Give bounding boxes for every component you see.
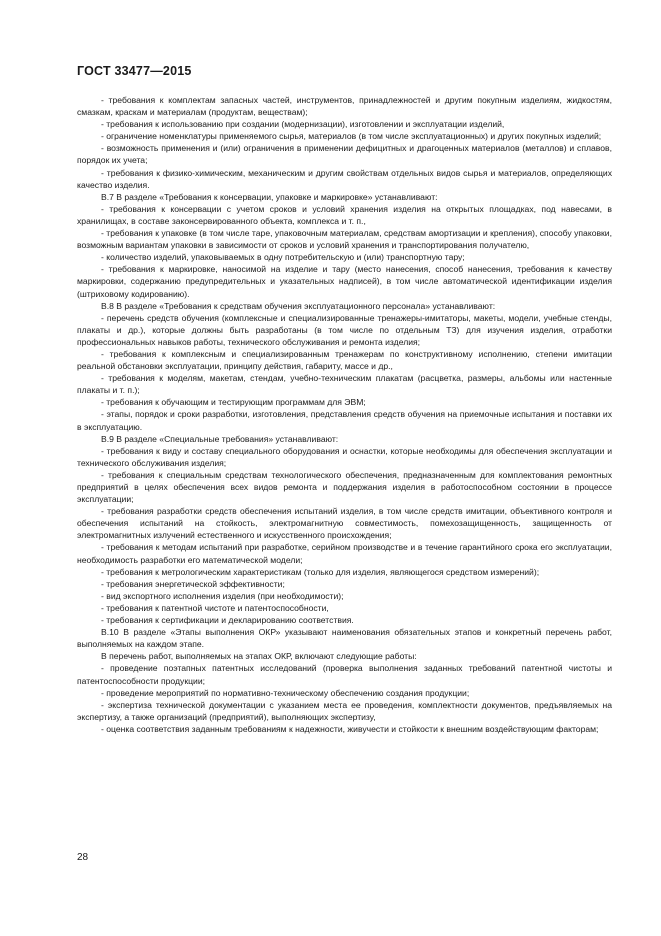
paragraph: - требования к использованию при создании (модернизации), изготовлении и эксплуатации изделий, (101, 119, 505, 130)
paragraph: - проведение мероприятий по нормативно-техническому обеспечению создания продукции; (101, 687, 470, 698)
paragraph: - требования к упаковке (в том числе таре, упаковочным материалам, средствам амортизации и крепления), способу упаковки, возможным вариантам упаковки в зависимости от сроков и условий хранения и транспортирования получателю, (77, 228, 612, 251)
paragraph: - экспертиза технической документации с указанием места ее проведения, комплектности документов, предъявляемых на экспертизу, а также организаций (предприятий), выполняющих экспертизу, (77, 699, 612, 722)
paragraph: - требования к патентной чистоте и патентоспособности, (101, 602, 329, 613)
paragraph: - требования к методам испытаний при разработке, серийном производстве и в течение гарантийного срока его эксплуатации, необходимость разработки его математической модели; (77, 542, 612, 565)
paragraph: - требования энергетической эффективности; (101, 578, 285, 589)
paragraph: - требования к комплектам запасных частей, инструментов, принадлежностей и другим покупным изделиям, жидкостям, смазкам, краскам и материалам (продуктам, веществам); (77, 95, 612, 118)
paragraph: - требования к комплексным и специализированным тренажерам по конструктивному исполнению, степени имитации реальной обстановки эксплуатации, принципу действия, габариту, массе и др., (77, 348, 612, 372)
paragraph: - возможность применения и (или) ограничения в применении дефицитных и драгоценных материалов (металлов) и сплавов, порядок их учета; (77, 143, 612, 166)
paragraph: - проведение поэтапных патентных исследований (проверка выполнения заданных требований патентной чистоты и патентоспособности продукции; (77, 663, 612, 686)
paragraph: - требования разработки средств обеспечения испытаний изделия, в том числе средств имитации, объективного контроля и обеспечения испытаний на стойкость, электромагнитную совместимость, помехозащищенность, защищенность от электромагнитных излучений естественного и искусственного происхождения; (77, 506, 612, 541)
paragraph: - требования к физико-химическим, механическим и другим свойствам отдельных видов сырья и материалов, определяющих качество изделия. (77, 167, 612, 190)
document-body (77, 94, 612, 735)
paragraph: - требования к обучающим и тестирующим программам для ЭВМ; (101, 397, 366, 408)
paragraph: - требования к специальным средствам технологического обеспечения, предназначенным для комплектования ремонтных предприятий в целях обеспечения всех видов ремонта и поддержания изделия в работоспособном состоянии в процессе эксплуатации; (77, 469, 612, 505)
page-number: 28 (77, 852, 89, 863)
section-heading-b7: В.7 В разделе «Требования к консервации, упаковке и маркировке» устанавливают: (101, 191, 438, 202)
paragraph: В перечень работ, выполняемых на этапах ОКР, включают следующие работы: (101, 651, 417, 662)
document-header: ГОСТ 33477—2015 (77, 64, 192, 78)
paragraph: - оценка соответствия заданным требованиям к надежности, живучести и стойкости к внешним воздействующим факторам; (101, 723, 599, 734)
paragraph: - перечень средств обучения (комплексные и специализированные тренажеры-имитаторы, макеты, модели, учебные стенды, плакаты и др.), которые должны быть разработаны (в том числе по отдельным ТЗ) для изучения изделия, отработки профессиональных навыков работы, технического обслуживания и ремонта изделия; (77, 312, 612, 347)
section-heading-b9: В.9 В разделе «Специальные требования» устанавливают: (101, 433, 339, 444)
paragraph: - ограничение номенклатуры применяемого сырья, материалов (в том числе эксплуатационных) и других покупных изделий; (101, 131, 602, 142)
section-heading-b8: В.8 В разделе «Требования к средствам обучения эксплуатационного персонала» устанавливают: (101, 300, 496, 311)
paragraph: - количество изделий, упаковываемых в одну потребительскую и (или) транспортную тару; (101, 252, 465, 263)
paragraph: - требования к маркировке, наносимой на изделие и тару (место нанесения, способ нанесения, требования к качеству маркировки, содержанию предупредительных и указательных надписей), в том числе автоматической идентификации изделия (штриховому кодированию). (77, 264, 612, 299)
paragraph: - требования к метрологическим характеристикам (только для изделия, являющегося средством измерений); (101, 566, 540, 577)
paragraph: - требования к консервации с учетом сроков и условий хранения изделия на открытых площадках, под навесами, в хранилищах, в составе законсервированного объекта, комплекса и т. п., (77, 203, 612, 226)
paragraph: - этапы, порядок и сроки разработки, изготовления, представления средств обучения на приемочные испытания и поставки их в эксплуатацию. (77, 409, 612, 432)
paragraph: - требования к сертификации и декларированию соответствия. (101, 615, 354, 626)
paragraph: - требования к моделям, макетам, стендам, учебно-техническим плакатам (расцветка, размеры, альбомы или настенные плакаты и т. п.); (77, 373, 612, 396)
paragraph: - вид экспортного исполнения изделия (при необходимости); (101, 590, 344, 601)
section-heading-b10: В.10 В разделе «Этапы выполнения ОКР» указывают наименования обязательных этапов и конкретный перечень работ, выполняемых на каждом этапе. (77, 627, 612, 650)
paragraph: - требования к виду и составу специального оборудования и оснастки, которые необходимы для обеспечения эксплуатации и технического обслуживания изделия; (77, 445, 612, 468)
